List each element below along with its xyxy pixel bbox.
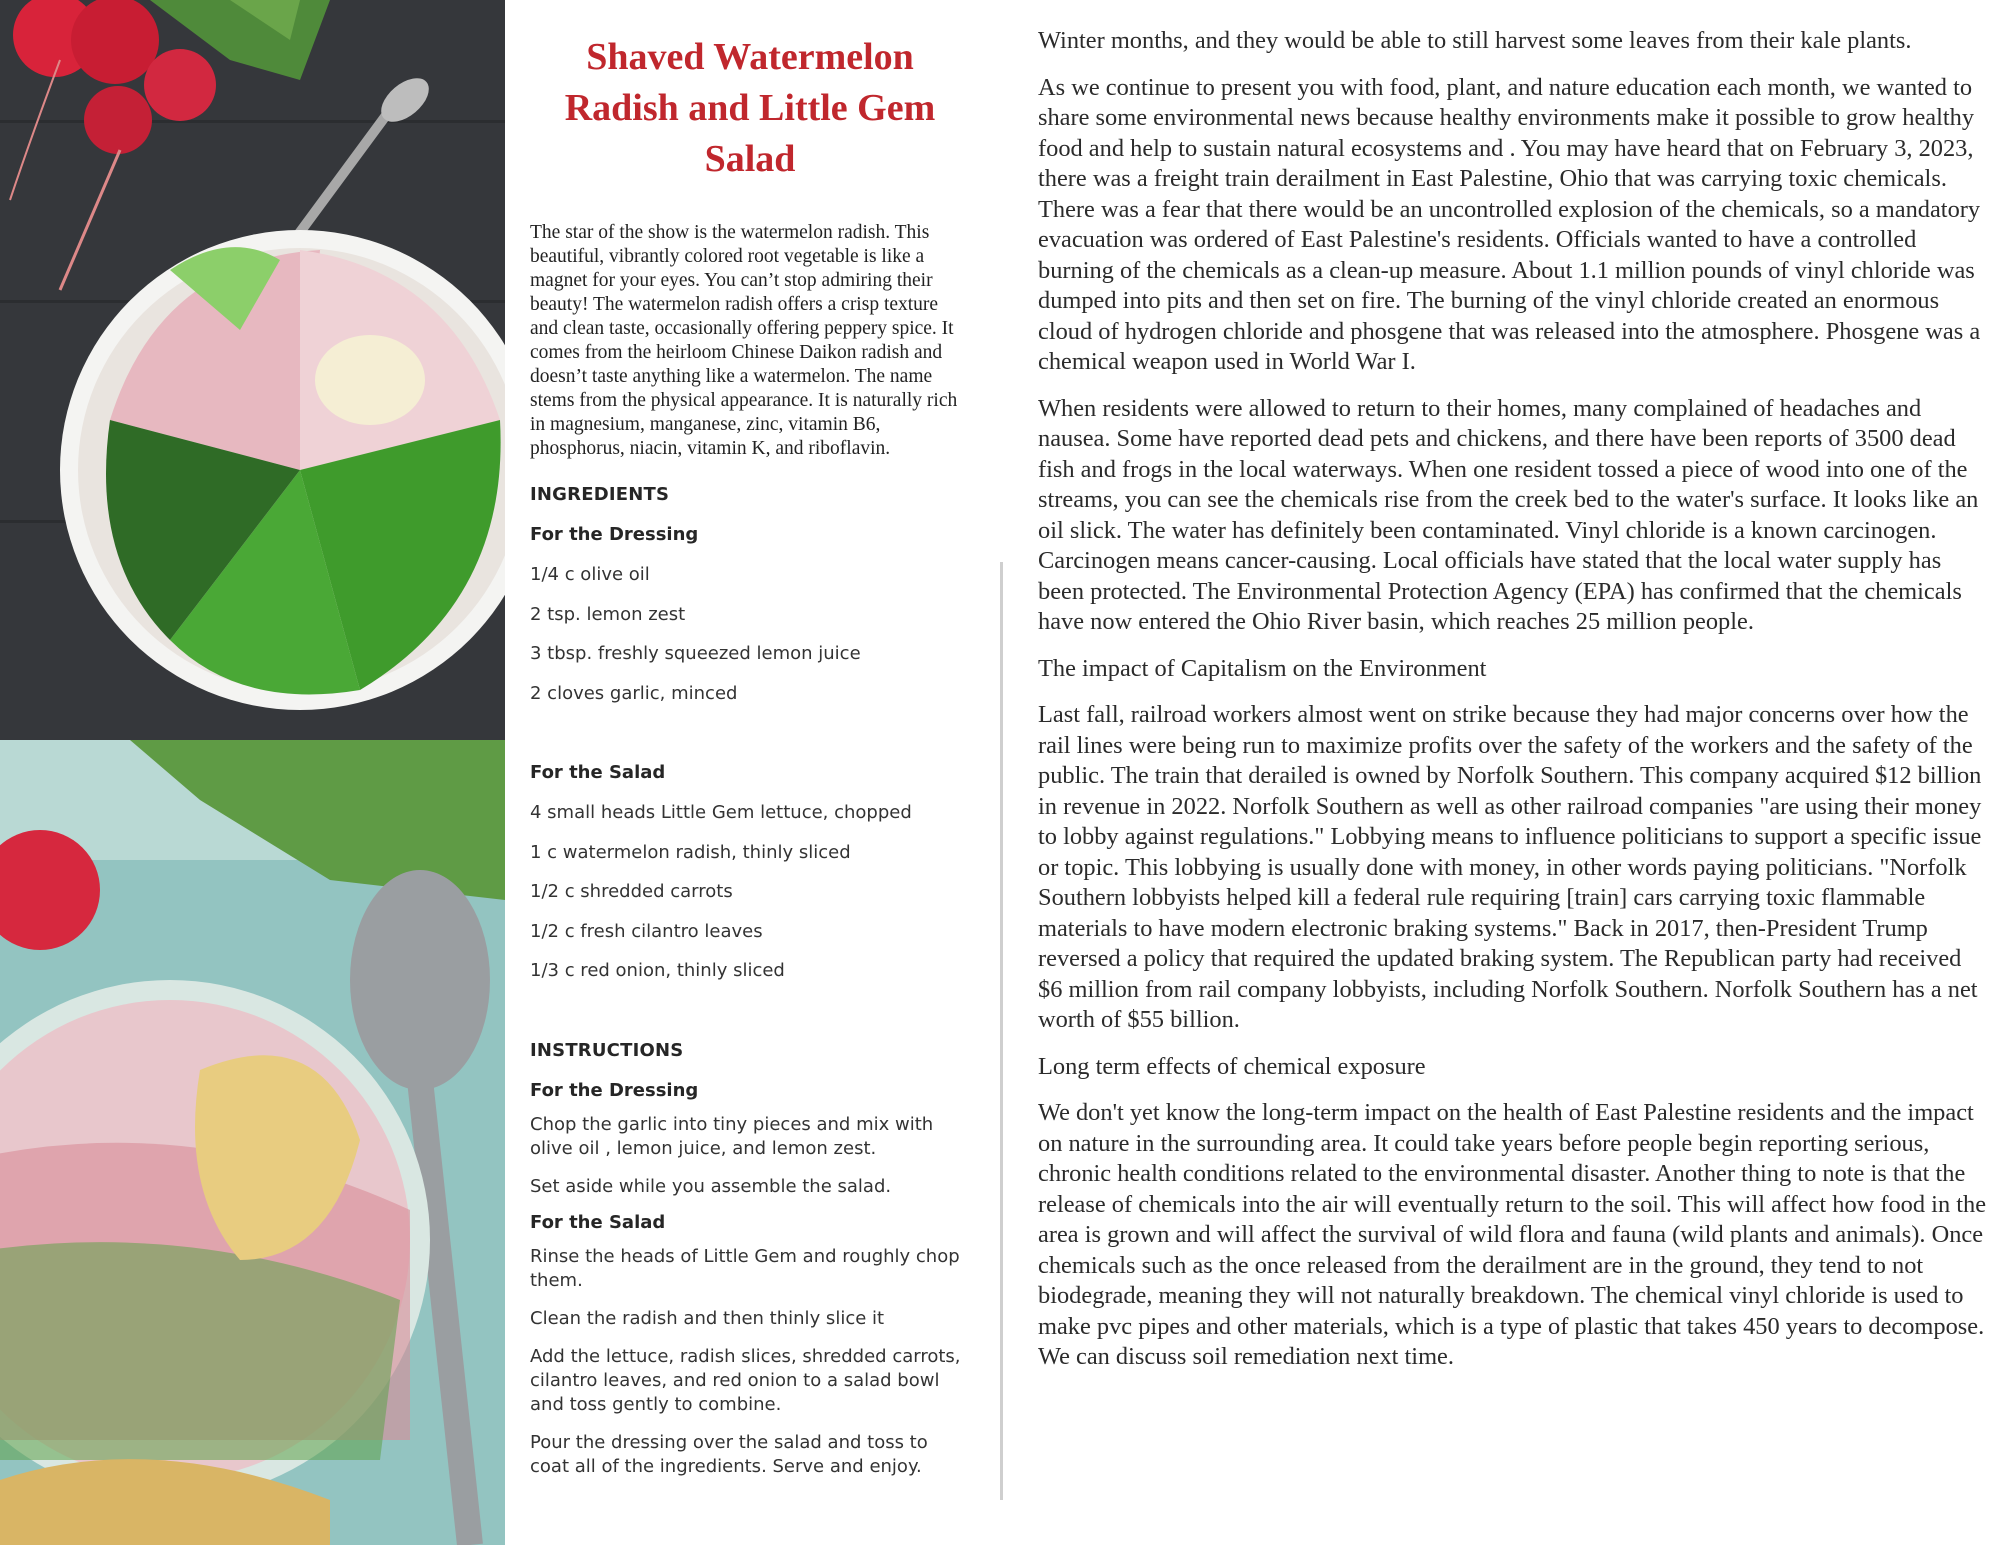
instruction-step: Add the lettuce, radish slices, shredded carrots, cilantro leaves, and red onion to a salad bowl and toss gently to combine. <box>530 1345 961 1415</box>
article-paragraph: As we continue to present you with food, plant, and nature education each month, we wanted to share some environmental news because healthy environments make it possible to grow healthy food and help to sustain natural ecosystems and . You may have heard that on February 3, 2023, there was a freight train derailment in East Palestine, Ohio that was carrying toxic chemicals. There was a fear that there would be an uncontrolled explosion of the chemicals, so a mandatory evacuation was ordered of East Palestine's residents. Officials wanted to have a controlled burning of the chemicals as a clean-up measure. About 1.1 million pounds of vinyl chloride was dumped into pits and then set on fire. The burning of the vinyl chloride created an enormous cloud of hydrogen chloride and phosgene that was released into the atmosphere. Phosgene was a chemical weapon used in World War I. <box>1038 73 1981 375</box>
ingredient-item: 1/2 c shredded carrots <box>530 881 733 902</box>
ingredient-item: 1 c watermelon radish, thinly sliced <box>530 841 851 863</box>
instructions-heading: INSTRUCTIONS <box>530 1039 684 1061</box>
instruction-step: Set aside while you assemble the salad. <box>530 1175 892 1197</box>
ingredient-item: 3 tbsp. freshly squeezed lemon juice <box>530 643 861 664</box>
salad-glass-bowl-illustration <box>0 740 505 1545</box>
instruction-step: Chop the garlic into tiny pieces and mix with olive oil , lemon juice, and lemon zest. <box>530 1113 934 1159</box>
instructions-dressing-heading: For the Dressing <box>530 1079 699 1101</box>
ingredient-item: 1/3 c red onion, thinly sliced <box>530 960 785 981</box>
ingredient-item: 4 small heads Little Gem lettuce, chopped <box>530 802 912 823</box>
column-divider <box>1000 562 1003 1500</box>
instruction-step: Clean the radish and then thinly slice it <box>530 1307 885 1329</box>
ingredient-item: 2 cloves garlic, minced <box>530 682 738 704</box>
article-paragraph: When residents were allowed to return to their homes, many complained of headaches and nausea. Some have reported dead pets and chickens, and there have been reports of 3500 dead fish and frogs in the local waterways. When one resident tossed a piece of wood into one of the streams, you can see the chemicals rise from the creek bed to the water's surface. It looks like an oil slick. The water has definitely been contaminated. Vinyl chloride is a known carcinogen. Carcinogen means cancer-causing. Local officials have stated that the local water supply has been protected. The Environmental Protection Agency (EPA) has confirmed that the chemicals have now entered the Ohio River basin, which reaches 25 million people. <box>1038 394 1979 635</box>
instruction-step: Pour the dressing over the salad and toss to coat all of the ingredients. Serve and enjoy. <box>530 1431 928 1477</box>
article-column <box>1038 26 1990 1389</box>
salad-bowl-illustration <box>0 0 505 740</box>
article-paragraph: Winter months, and they would be able to still harvest some leaves from their kale plants. <box>1038 27 1912 54</box>
ingredient-item: 1/2 c fresh cilantro leaves <box>530 920 763 942</box>
instructions-salad-heading: For the Salad <box>530 1211 666 1233</box>
section-heading: The impact of Capitalism on the Environment <box>1038 654 1487 682</box>
ingredient-item: 2 tsp. lemon zest <box>530 603 686 625</box>
ingredient-item: 1/4 c olive oil <box>530 564 650 585</box>
article-paragraph: Last fall, railroad workers almost went on strike because they had major concerns over how the rail lines were being run to maximize profits over the safety of the workers and the safety of the public. The train that derailed is owned by Norfolk Southern. This company acquired $12 billion in revenue in 2022. Norfolk Southern as well as other railroad companies "are using their money to lobby against regulations." Lobbying means to influence politicians to support a specific issue or topic. This lobbying is usually done with money, in other words paying politicians. "Norfolk Southern lobbyists helped kill a federal rule requiring [train] cars carrying toxic flammable materials to have modern electronic braking systems." Back in 2017, then-President Trump reversed a policy that required the updated braking system. The Republican party had received $6 million from rail company lobbyists, including Norfolk Southern. Norfolk Southern has a net worth of $55 billion. <box>1038 701 1982 1033</box>
article-paragraph: We don't yet know the long-term impact on the health of East Palestine residents and the impact on nature in the surrounding area. It could take years before people begin reporting serious, chronic health conditions related to the environmental disaster. Another thing to note is that the release of chemicals into the air will eventually return to the soil. This will affect how food in the area is grown and will affect the survival of wild flora and fauna (wild plants and animals). Once chemicals such as the once released from the derailment are in the ground, they tend to not biodegrade, meaning they will not naturally breakdown. The chemical vinyl chloride is used to make pvc pipes and other materials, which is a type of plastic that takes 450 years to decompose. We can discuss soil remediation next time. <box>1038 1099 1987 1370</box>
salad-photo-bottom <box>0 740 505 1545</box>
section-heading: Long term effects of chemical exposure <box>1038 1052 1426 1080</box>
recipe-title: Shaved Watermelon Radish and Little Gem Salad <box>564 36 936 180</box>
ingredients-dressing-heading: For the Dressing <box>530 524 699 545</box>
ingredients-section <box>530 475 970 1031</box>
recipe-intro: The star of the show is the watermelon radish. This beautiful, vibrantly colored root vegetable is like a magnet for your eyes. You can’t stop admiring their beauty! The watermelon radish offers a crisp texture and clean taste, occasionally offering peppery spice. It comes from the heirloom Chinese Daikon radish and doesn’t taste anything like a watermelon. The name stems from the physical appearance. It is naturally rich in magnesium, manganese, zinc, vitamin B6, phosphorus, niacin, vitamin K, and riboflavin. <box>530 222 958 459</box>
ingredients-salad-heading: For the Salad <box>530 762 666 783</box>
instruction-step: Rinse the heads of Little Gem and roughly chop them. <box>530 1245 960 1291</box>
salad-photo-top <box>0 0 505 740</box>
instructions-section <box>530 1031 970 1479</box>
ingredients-heading: INGREDIENTS <box>530 484 670 505</box>
recipe-column <box>530 32 970 1493</box>
